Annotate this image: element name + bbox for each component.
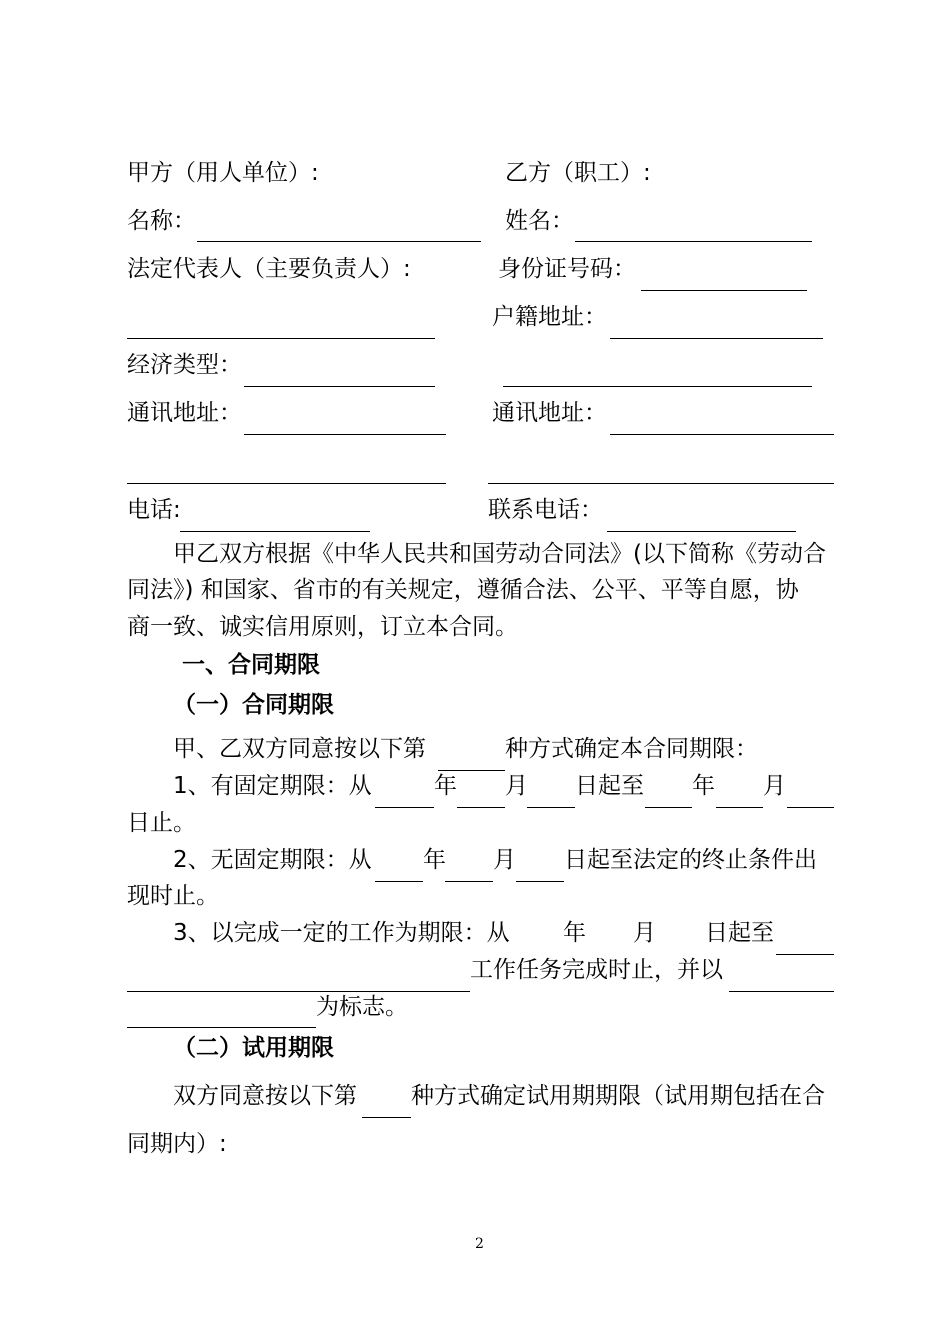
opt1-year-field[interactable] <box>375 807 434 808</box>
party-a-phone-label: 电话: <box>127 497 181 523</box>
opt1-month: 月 <box>505 773 528 799</box>
trial-option-field[interactable] <box>362 1117 411 1118</box>
opt3-day-from: 日起至 <box>705 920 774 946</box>
opt3-label: 3、以完成一定的工作为期限：从 <box>173 920 510 946</box>
party-a-addr-label: 通讯地址： <box>127 400 242 426</box>
trial-line-c: 同期内）: <box>127 1131 227 1157</box>
opt1-day-from: 日起至 <box>575 773 644 799</box>
opt3-mark-field-a[interactable] <box>729 991 834 992</box>
party-a-econ-label: 经济类型： <box>127 352 242 378</box>
opt2-label: 2、无固定期限：从 <box>173 847 372 873</box>
party-a-addr-field-2[interactable] <box>127 483 446 484</box>
preamble-line-1: 甲乙双方根据《中华人民共和国劳动合同法》(以下简称《劳动合 <box>173 541 826 567</box>
opt1-year: 年 <box>434 773 457 799</box>
party-a-heading: 甲方（用人单位）: <box>127 160 319 186</box>
preamble-line-2: 同法》) 和国家、省市的有关规定，遵循合法、公平、平等自愿，协 <box>127 577 799 603</box>
party-b-id-field[interactable] <box>641 290 807 291</box>
preamble-line-3: 商一致、诚实信用原则，订立本合同。 <box>127 614 518 640</box>
opt1-month-field[interactable] <box>457 807 505 808</box>
opt1-month2: 月 <box>763 773 786 799</box>
term-intro-b: 种方式确定本合同期限： <box>505 736 758 762</box>
party-a-phone-field[interactable] <box>180 531 370 532</box>
opt2-text: 日起至法定的终止条件出 <box>564 847 817 873</box>
party-a-addr-field[interactable] <box>244 434 446 435</box>
party-a-rep-field[interactable] <box>127 338 435 339</box>
party-b-phone-label: 联系电话： <box>488 497 603 523</box>
opt2-year: 年 <box>423 847 446 873</box>
party-b-addr-label: 通讯地址： <box>492 400 607 426</box>
opt1-year2: 年 <box>692 773 715 799</box>
opt3-end: 为标志。 <box>316 994 408 1020</box>
section-1-sub2: （二）试用期限 <box>173 1035 334 1061</box>
opt1-day-field[interactable] <box>527 807 575 808</box>
party-b-phone-field[interactable] <box>607 531 796 532</box>
opt2-day-field[interactable] <box>516 881 564 882</box>
party-b-name-field[interactable] <box>575 241 812 242</box>
party-a-econ-field[interactable] <box>244 386 435 387</box>
opt1-year2-field[interactable] <box>645 807 692 808</box>
opt1-month2-field[interactable] <box>716 807 763 808</box>
page-number: 2 <box>475 1236 484 1252</box>
party-a-name-label: 名称： <box>127 208 196 234</box>
trial-line-a: 双方同意按以下第 <box>173 1083 357 1109</box>
opt3-task-field-a[interactable] <box>776 954 834 955</box>
opt2-end: 现时止。 <box>127 883 219 909</box>
section-1-title: 一、合同期限 <box>182 652 320 678</box>
party-b-household-field[interactable] <box>610 338 823 339</box>
party-b-addr-field[interactable] <box>610 434 834 435</box>
party-b-heading: 乙方（职工）: <box>505 160 651 186</box>
trial-line-b: 种方式确定试用期期限（试用期包括在合 <box>411 1083 825 1109</box>
opt3-month: 月 <box>633 920 656 946</box>
party-b-household-field-2[interactable] <box>503 386 812 387</box>
opt1-end: 日止。 <box>127 810 196 836</box>
opt3-task-field-b[interactable] <box>127 991 470 992</box>
party-b-household-label: 户籍地址： <box>492 304 607 330</box>
opt3-mark-field-b[interactable] <box>127 1027 316 1028</box>
section-1-sub1: （一）合同期限 <box>173 692 334 718</box>
party-a-name-field[interactable] <box>197 241 481 242</box>
opt2-month: 月 <box>493 847 516 873</box>
party-b-id-label: 身份证号码： <box>498 256 636 282</box>
opt2-month-field[interactable] <box>445 881 493 882</box>
opt2-year-field[interactable] <box>375 881 423 882</box>
opt1-label: 1、有固定期限：从 <box>173 773 372 799</box>
term-intro-a: 甲、乙双方同意按以下第 <box>173 736 426 762</box>
party-b-name-label: 姓名： <box>505 208 574 234</box>
opt3-year: 年 <box>563 920 586 946</box>
opt1-day2-field[interactable] <box>787 807 834 808</box>
opt3-mid: 工作任务完成时止，并以 <box>470 957 723 983</box>
party-a-rep-label: 法定代表人（主要负责人）: <box>127 256 411 282</box>
party-b-addr-field-2[interactable] <box>488 483 834 484</box>
